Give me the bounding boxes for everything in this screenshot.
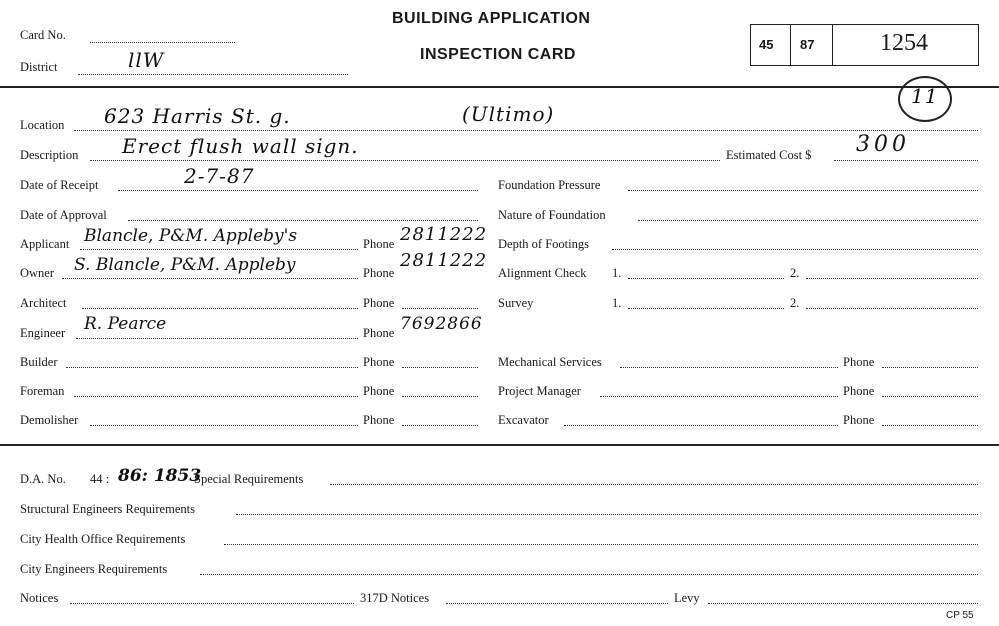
da-no-value: 86: 1853 bbox=[118, 466, 202, 486]
excavator-field[interactable] bbox=[564, 425, 838, 426]
location-label: Location bbox=[20, 118, 65, 132]
date-approval-label: Date of Approval bbox=[20, 208, 107, 222]
excavator-phone-label: Phone bbox=[843, 413, 875, 427]
card-no-field[interactable] bbox=[90, 42, 235, 43]
builder-field[interactable] bbox=[66, 367, 358, 368]
district-field[interactable] bbox=[78, 74, 348, 75]
notices-317d-label: 317D Notices bbox=[360, 591, 430, 605]
notices-317d-field[interactable] bbox=[446, 603, 668, 604]
architect-field[interactable] bbox=[82, 308, 358, 309]
special-requirements-label: Special Requirements bbox=[194, 472, 304, 486]
owner-phone-label: Phone bbox=[363, 266, 395, 280]
health-requirements-field[interactable] bbox=[224, 544, 978, 545]
alignment-check-label: Alignment Check bbox=[498, 266, 587, 280]
excavator-phone-field[interactable] bbox=[882, 425, 978, 426]
survey-1-label: 1. bbox=[612, 296, 622, 310]
project-manager-label: Project Manager bbox=[498, 384, 581, 398]
survey-2-field[interactable] bbox=[806, 308, 978, 309]
applicant-phone-value: 2811222 bbox=[400, 224, 488, 245]
excavator-label: Excavator bbox=[498, 413, 549, 427]
levy-label: Levy bbox=[674, 591, 700, 605]
owner-value: S. Blancle, P&M. Appleby bbox=[74, 255, 296, 275]
mechanical-phone-field[interactable] bbox=[882, 367, 978, 368]
alignment-check-1-label: 1. bbox=[612, 266, 622, 280]
header-rule bbox=[0, 86, 999, 88]
demolisher-field[interactable] bbox=[90, 425, 358, 426]
structural-requirements-label: Structural Engineers Requirements bbox=[20, 502, 195, 516]
box-divider-1 bbox=[790, 25, 791, 65]
levy-field[interactable] bbox=[708, 603, 978, 604]
survey-2-label: 2. bbox=[790, 296, 800, 310]
nature-foundation-field[interactable] bbox=[638, 220, 978, 221]
survey-1-field[interactable] bbox=[628, 308, 784, 309]
demolisher-phone-field[interactable] bbox=[402, 425, 478, 426]
engineer-phone-value: 7692866 bbox=[400, 314, 483, 334]
box-b-value: 87 bbox=[800, 37, 815, 52]
architect-phone-label: Phone bbox=[363, 296, 395, 310]
foreman-label: Foreman bbox=[20, 384, 65, 398]
special-requirements-field[interactable] bbox=[330, 484, 978, 485]
owner-phone-value: 2811222 bbox=[400, 250, 488, 271]
depth-footings-field[interactable] bbox=[612, 249, 978, 250]
box-a-value: 45 bbox=[759, 37, 774, 52]
architect-phone-field[interactable] bbox=[402, 308, 478, 309]
location-suburb-note: (Ultimo) bbox=[462, 102, 555, 126]
applicant-field[interactable] bbox=[80, 249, 358, 250]
circled-mark-value: 11 bbox=[911, 84, 939, 108]
owner-label: Owner bbox=[20, 266, 55, 280]
date-approval-field[interactable] bbox=[128, 220, 478, 221]
date-receipt-field[interactable] bbox=[118, 190, 478, 191]
project-manager-phone-field[interactable] bbox=[882, 396, 978, 397]
box-divider-2 bbox=[832, 25, 833, 65]
structural-requirements-field[interactable] bbox=[236, 514, 978, 515]
description-label: Description bbox=[20, 148, 79, 162]
title-line-2: INSPECTION CARD bbox=[420, 46, 576, 63]
city-engineers-requirements-field[interactable] bbox=[200, 574, 978, 575]
applicant-label: Applicant bbox=[20, 237, 70, 251]
survey-label: Survey bbox=[498, 296, 534, 310]
nature-foundation-label: Nature of Foundation bbox=[498, 208, 606, 222]
engineer-field[interactable] bbox=[76, 338, 358, 339]
notices-field[interactable] bbox=[70, 603, 354, 604]
da-no-label: D.A. No. bbox=[20, 472, 66, 486]
demolisher-phone-label: Phone bbox=[363, 413, 395, 427]
estimated-cost-label: Estimated Cost $ bbox=[726, 148, 812, 162]
card-serial-number: 1254 bbox=[880, 30, 928, 56]
mechanical-services-field[interactable] bbox=[620, 367, 838, 368]
project-manager-field[interactable] bbox=[600, 396, 838, 397]
district-label: District bbox=[20, 60, 58, 74]
project-manager-phone-label: Phone bbox=[843, 384, 875, 398]
card-no-label: Card No. bbox=[20, 28, 66, 42]
alignment-check-1-field[interactable] bbox=[628, 278, 784, 279]
form-code: CP 55 bbox=[946, 610, 974, 621]
card-number-box bbox=[750, 24, 979, 66]
section-rule bbox=[0, 444, 999, 446]
date-receipt-value: 2-7-87 bbox=[184, 164, 255, 188]
date-receipt-label: Date of Receipt bbox=[20, 178, 99, 192]
applicant-phone-label: Phone bbox=[363, 237, 395, 251]
mechanical-services-label: Mechanical Services bbox=[498, 355, 602, 369]
foreman-phone-field[interactable] bbox=[402, 396, 478, 397]
location-value: 623 Harris St. g. bbox=[104, 104, 291, 128]
foundation-pressure-label: Foundation Pressure bbox=[498, 178, 601, 192]
description-field[interactable] bbox=[90, 160, 720, 161]
mechanical-phone-label: Phone bbox=[843, 355, 875, 369]
owner-field[interactable] bbox=[62, 278, 358, 279]
architect-label: Architect bbox=[20, 296, 67, 310]
builder-phone-label: Phone bbox=[363, 355, 395, 369]
alignment-check-2-field[interactable] bbox=[806, 278, 978, 279]
da-no-prefix: 44 : bbox=[90, 472, 110, 486]
foreman-field[interactable] bbox=[74, 396, 358, 397]
depth-footings-label: Depth of Footings bbox=[498, 237, 589, 251]
notices-label: Notices bbox=[20, 591, 59, 605]
demolisher-label: Demolisher bbox=[20, 413, 79, 427]
engineer-value: R. Pearce bbox=[84, 314, 167, 334]
title-line-1: BUILDING APPLICATION bbox=[392, 10, 591, 27]
city-engineers-requirements-label: City Engineers Requirements bbox=[20, 562, 168, 576]
location-field[interactable] bbox=[74, 130, 978, 131]
foundation-pressure-field[interactable] bbox=[628, 190, 978, 191]
engineer-label: Engineer bbox=[20, 326, 66, 340]
estimated-cost-field[interactable] bbox=[834, 160, 978, 161]
alignment-check-2-label: 2. bbox=[790, 266, 800, 280]
applicant-value: Blancle, P&M. Appleby's bbox=[84, 226, 298, 246]
builder-phone-field[interactable] bbox=[402, 367, 478, 368]
health-requirements-label: City Health Office Requirements bbox=[20, 532, 186, 546]
description-value: Erect flush wall sign. bbox=[122, 134, 359, 158]
foreman-phone-label: Phone bbox=[363, 384, 395, 398]
builder-label: Builder bbox=[20, 355, 58, 369]
engineer-phone-label: Phone bbox=[363, 326, 395, 340]
district-value: llW bbox=[128, 48, 165, 72]
estimated-cost-value: 300 bbox=[856, 132, 910, 157]
